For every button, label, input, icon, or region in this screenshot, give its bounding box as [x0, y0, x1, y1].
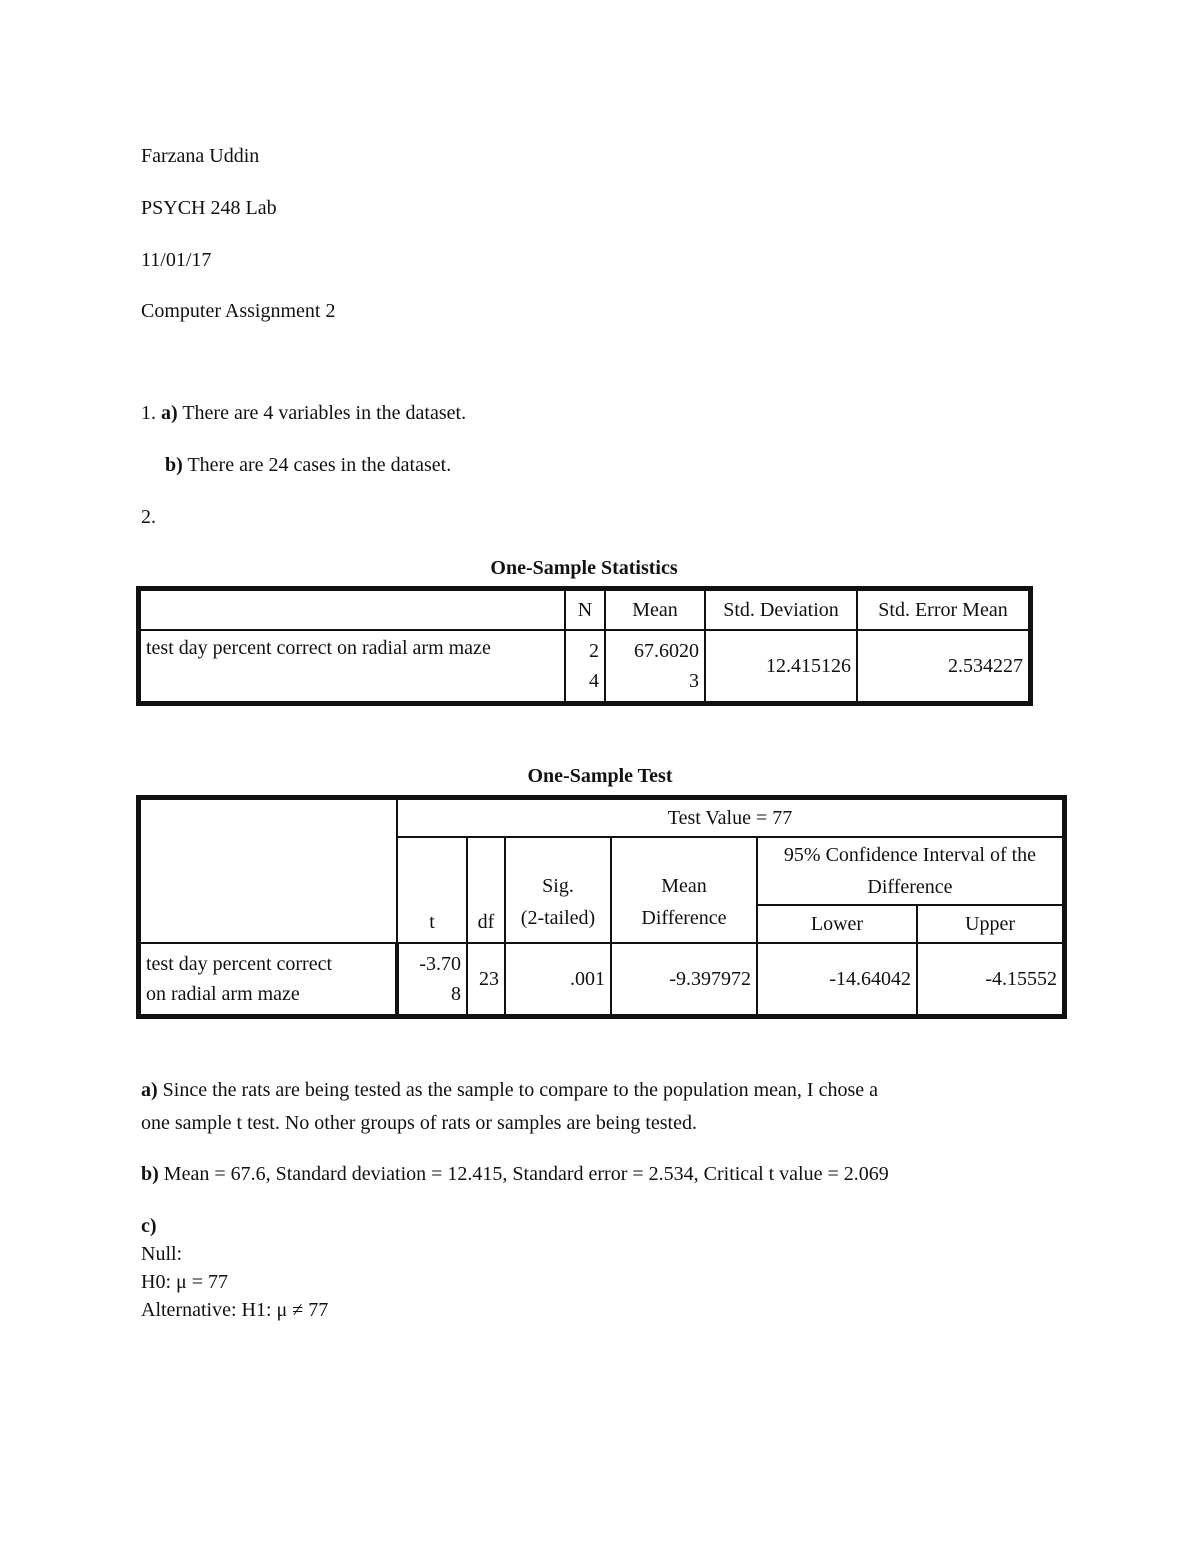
stats-n-cell: [565, 630, 605, 702]
test-sig-value: .001: [505, 943, 611, 1015]
one-sample-test-table: [139, 798, 1064, 1016]
q1-a: [141, 401, 466, 425]
answer-c-label: [141, 1214, 157, 1238]
test-header-mean-diff: [611, 837, 757, 943]
course-name: PSYCH 248 Lab: [141, 197, 277, 219]
test-header-upper: Upper: [917, 905, 1063, 943]
q1-b-label: b): [165, 454, 183, 476]
q1-number: 1.: [141, 402, 156, 424]
test-row-label-line2: on radial arm maze: [146, 983, 300, 1005]
answer-a-label: a): [141, 1079, 158, 1101]
answer-b-label: b): [141, 1163, 159, 1185]
test-t-cell: [397, 943, 467, 1015]
test-lower-value: -14.64042: [757, 943, 917, 1015]
date: 11/01/17: [141, 249, 212, 271]
test-value-row: [140, 799, 1063, 837]
student-name: Farzana Uddin: [141, 145, 260, 167]
stats-mean-line2: 3: [689, 670, 699, 692]
stats-std-dev-value: 12.415126: [705, 630, 857, 702]
stats-header-std-dev: Std. Deviation: [705, 590, 857, 630]
answer-c-null: Null:: [141, 1243, 183, 1265]
stats-header-row: [140, 590, 1029, 630]
test-header-sig-line2: (2-tailed): [520, 907, 596, 929]
answer-c-alternative: Alternative: H1: μ ≠ 77: [141, 1299, 329, 1321]
stats-row-label: test day percent correct on radial arm maze: [140, 630, 565, 702]
answer-b: [141, 1162, 889, 1186]
answer-c-label-text: c): [141, 1215, 157, 1237]
stats-n-line2: 4: [589, 670, 599, 692]
test-header-df: df: [467, 837, 505, 943]
answer-c-h0: H0: μ = 77: [141, 1271, 229, 1293]
assignment-title: Computer Assignment 2: [141, 300, 336, 322]
stats-table-caption: One-Sample Statistics: [490, 557, 678, 579]
q2-number: 2.: [141, 506, 156, 528]
test-header-sig-line1: Sig.: [542, 875, 574, 897]
test-data-row: [140, 943, 1063, 1015]
test-value-header: Test Value = 77: [397, 799, 1063, 837]
test-header-ci: 95% Confidence Interval of the Difference: [757, 837, 1063, 905]
test-header-lower: Lower: [757, 905, 917, 943]
test-table-caption: One-Sample Test: [527, 765, 673, 787]
stats-std-err-value: 2.534227: [857, 630, 1029, 702]
test-header-md-line2: Difference: [641, 907, 727, 929]
q1-b-text: There are 24 cases in the dataset.: [187, 454, 452, 476]
stats-data-row: [140, 630, 1029, 702]
stats-header-empty: [140, 590, 565, 630]
stats-mean-line1: 67.6020: [634, 640, 699, 662]
stats-header-mean: Mean: [605, 590, 705, 630]
test-row-label: [140, 943, 397, 1015]
answer-b-text: Mean = 67.6, Standard deviation = 12.415, Standard error = 2.534, Critical t value = 2.069: [158, 1163, 889, 1185]
test-row-label-line1: test day percent correct: [146, 953, 333, 975]
one-sample-statistics-table: [139, 589, 1030, 703]
test-upper-value: -4.15552: [917, 943, 1063, 1015]
test-header-md-line1: Mean: [661, 875, 707, 897]
test-t-line2: 8: [451, 983, 461, 1005]
test-header-empty: [140, 799, 397, 943]
stats-mean-cell: [605, 630, 705, 702]
answer-a-line1: [141, 1078, 878, 1102]
test-header-t: t: [397, 837, 467, 943]
stats-header-std-err: Std. Error Mean: [857, 590, 1029, 630]
test-mean-diff-value: -9.397972: [611, 943, 757, 1015]
test-t-line1: -3.70: [419, 953, 461, 975]
stats-n-line1: 2: [589, 640, 599, 662]
answer-a-text-line1: Since the rats are being tested as the sample to compare to the population mean, I chose a: [157, 1079, 878, 1101]
test-df-value: 23: [467, 943, 505, 1015]
q1-a-text: There are 4 variables in the dataset.: [182, 402, 467, 424]
stats-header-n: N: [565, 590, 605, 630]
q1-b: [165, 453, 451, 477]
answer-a-line2: one sample t test. No other groups of rats or samples are being tested.: [141, 1112, 697, 1134]
q1-a-label: a): [161, 402, 178, 424]
test-header-sig: [505, 837, 611, 943]
